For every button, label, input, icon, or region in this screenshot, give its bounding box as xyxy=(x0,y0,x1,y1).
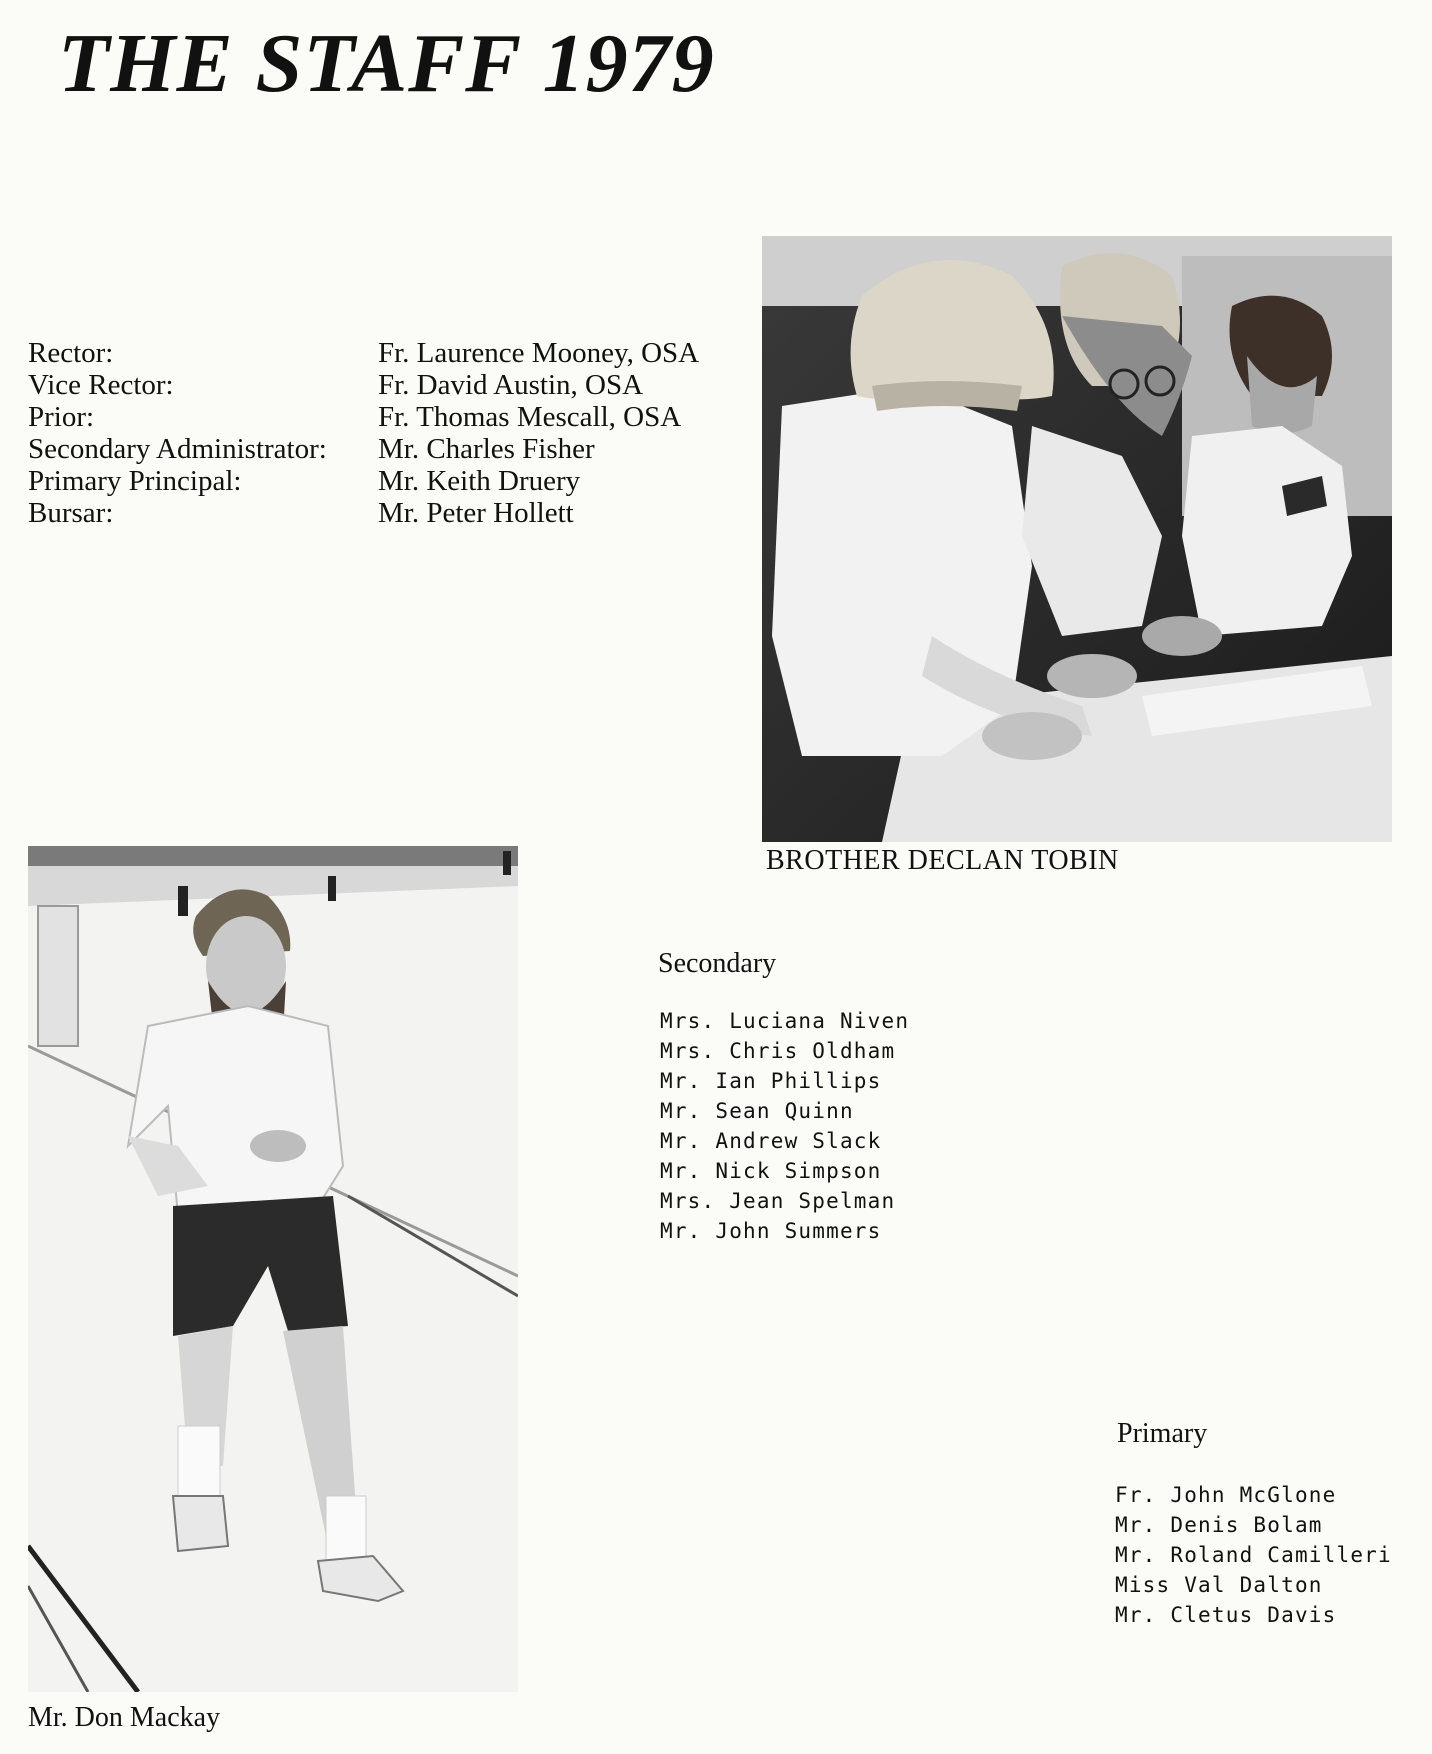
secondary-heading: Secondary xyxy=(658,948,777,979)
list-item: Mrs. Jean Spelman xyxy=(660,1189,896,1213)
photo-don-mackay xyxy=(28,846,518,1692)
page-title: THE STAFF 1979 xyxy=(58,17,715,110)
photo-brother-declan-tobin xyxy=(762,236,1392,842)
officer-role: Prior: xyxy=(28,401,95,433)
list-item: Fr. John McGlone xyxy=(1115,1483,1337,1507)
officer-name: Fr. Laurence Mooney, OSA xyxy=(378,337,700,369)
list-item: Mr. Denis Bolam xyxy=(1115,1513,1323,1537)
list-item: Mr. Ian Phillips xyxy=(660,1069,882,1093)
list-item: Miss Val Dalton xyxy=(1115,1573,1323,1597)
list-item: Mr. Cletus Davis xyxy=(1115,1603,1337,1627)
list-item: Mr. Roland Camilleri xyxy=(1115,1543,1392,1567)
photo-caption-tobin: BROTHER DECLAN TOBIN xyxy=(766,845,1119,876)
officer-role: Vice Rector: xyxy=(28,369,174,401)
officer-name: Fr. David Austin, OSA xyxy=(378,369,644,401)
primary-heading: Primary xyxy=(1117,1418,1208,1449)
officer-name: Fr. Thomas Mescall, OSA xyxy=(378,401,682,433)
officer-role: Secondary Administrator: xyxy=(28,433,327,465)
list-item: Mr. John Summers xyxy=(660,1219,882,1243)
photo-caption-mackay: Mr. Don Mackay xyxy=(28,1702,221,1733)
list-item: Mr. Sean Quinn xyxy=(660,1099,854,1123)
officer-name: Mr. Peter Hollett xyxy=(378,497,574,529)
officer-role: Bursar: xyxy=(28,497,114,529)
secondary-staff-list xyxy=(660,1006,909,1246)
officer-roles xyxy=(28,337,327,529)
officer-names xyxy=(378,337,699,529)
officer-role: Rector: xyxy=(28,337,114,369)
officer-name: Mr. Charles Fisher xyxy=(378,433,595,465)
list-item: Mr. Andrew Slack xyxy=(660,1129,882,1153)
list-item: Mr. Nick Simpson xyxy=(660,1159,882,1183)
list-item: Mrs. Chris Oldham xyxy=(660,1039,896,1063)
officer-name: Mr. Keith Druery xyxy=(378,465,581,497)
officer-role: Primary Principal: xyxy=(28,465,242,497)
primary-staff-list xyxy=(1115,1480,1392,1630)
list-item: Mrs. Luciana Niven xyxy=(660,1009,910,1033)
